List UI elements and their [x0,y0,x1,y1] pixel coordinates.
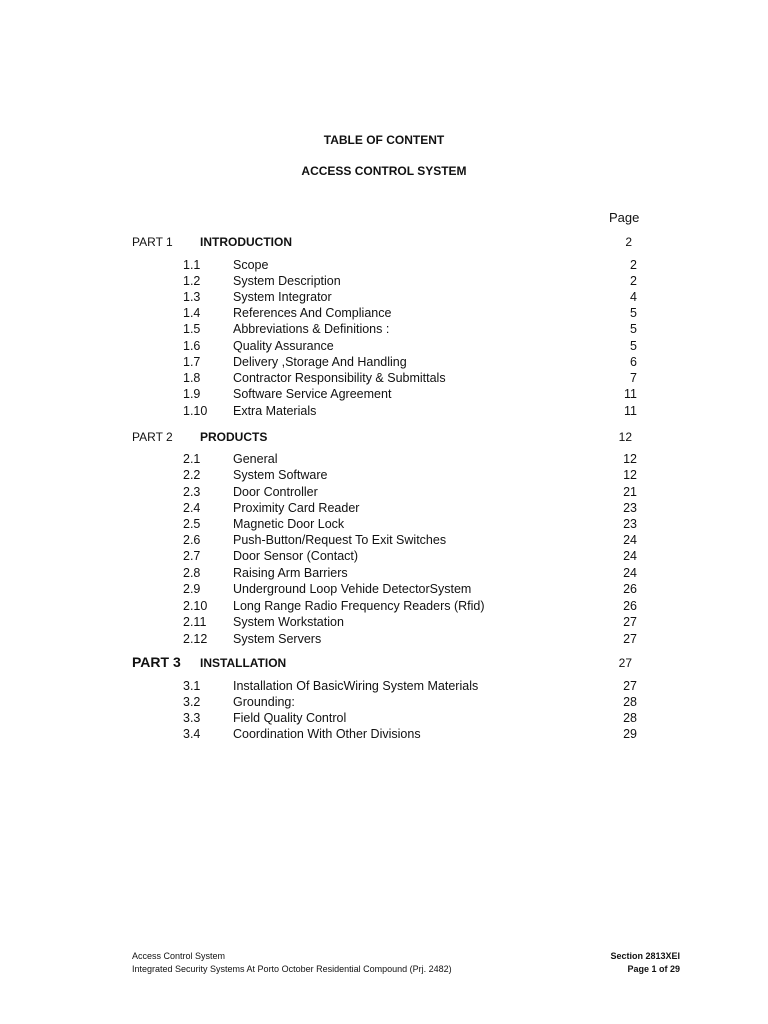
toc-item [183,339,637,355]
item-title: Delivery ,Storage And Handling [233,355,407,369]
item-number: 1.1 [183,258,201,272]
item-title: Coordination With Other Divisions [233,727,421,741]
item-title: Door Controller [233,485,318,499]
item-title: Abbreviations & Definitions : [233,322,390,336]
item-title: General [233,452,278,466]
part-name: INSTALLATION [200,656,287,670]
footer-document-title: Access Control System [132,951,226,961]
item-number: 3.3 [183,711,201,725]
toc-item [183,306,637,322]
item-page: 11 [624,404,637,418]
item-number: 2.1 [183,452,201,466]
item-page: 12 [623,468,637,482]
item-page: 26 [623,599,637,613]
item-page: 28 [623,695,637,709]
item-number: 1.6 [183,339,201,353]
item-number: 2.6 [183,533,201,547]
toc-item [183,452,637,468]
item-number: 2.4 [183,501,201,515]
item-number: 2.9 [183,582,201,596]
item-title: Raising Arm Barriers [233,566,348,580]
item-page: 2 [630,274,637,288]
item-page: 23 [623,517,637,531]
toc-item [183,727,637,743]
item-title: Proximity Card Reader [233,501,360,515]
item-number: 1.2 [183,274,201,288]
toc-item [183,371,637,387]
item-page: 23 [623,501,637,515]
page-column-label: Page [609,210,640,225]
toc-item [183,632,637,648]
item-page: 27 [623,615,637,629]
item-title: Magnetic Door Lock [233,517,345,531]
part-name: PRODUCTS [200,430,268,444]
toc-item [183,501,637,517]
item-page: 6 [630,355,637,369]
toc-item [183,695,637,711]
page-footer-right [610,950,680,976]
item-number: 2.12 [183,632,208,646]
item-number: 2.3 [183,485,201,499]
part-heading [132,430,636,446]
item-number: 2.8 [183,566,201,580]
toc-item [183,615,637,631]
item-page: 29 [623,727,637,741]
item-title: Door Sensor (Contact) [233,549,359,563]
toc-item [183,566,637,582]
item-title: Quality Assurance [233,339,334,353]
item-page: 4 [630,290,637,304]
item-title: System Description [233,274,341,288]
part-label: PART 1 [132,235,173,249]
item-number: 1.5 [183,322,201,336]
toc-subtitle: ACCESS CONTROL SYSTEM [301,164,467,178]
item-title: Contractor Responsibility & Submittals [233,371,446,385]
item-number: 3.4 [183,727,201,741]
item-title: System Software [233,468,328,482]
part-heading [132,656,636,672]
toc-item [183,711,637,727]
item-number: 2.5 [183,517,201,531]
part-page: 27 [618,656,632,670]
item-page: 21 [623,485,637,499]
item-number: 2.2 [183,468,201,482]
item-title: Long Range Radio Frequency Readers (Rfid) [233,599,485,613]
toc-item [183,322,637,338]
item-number: 1.4 [183,306,201,320]
toc-item [183,274,637,290]
item-number: 1.10 [183,404,208,418]
item-page: 5 [630,339,637,353]
item-title: Extra Materials [233,404,317,418]
item-number: 2.11 [183,615,207,629]
item-title: System Integrator [233,290,332,304]
item-page: 5 [630,306,637,320]
item-page: 5 [630,322,637,336]
item-number: 1.8 [183,371,201,385]
toc-item [183,355,637,371]
item-title: Push-Button/Request To Exit Switches [233,533,447,547]
item-title: System Workstation [233,615,344,629]
part-heading [132,235,636,251]
footer-project-name: Integrated Security Systems At Porto October Residential Compound (Prj. 2482) [132,964,452,974]
toc-title: TABLE OF CONTENT [323,133,445,147]
item-number: 2.7 [183,549,201,563]
item-title: Field Quality Control [233,711,347,725]
toc-item [183,404,637,420]
toc-item [183,485,637,501]
toc-item [183,599,637,615]
item-page: 7 [630,371,637,385]
item-page: 27 [623,632,637,646]
item-number: 3.1 [183,679,201,693]
part-label: PART 3 [132,654,181,670]
toc-item [183,387,637,403]
toc-item [183,679,637,695]
part-page: 2 [625,235,632,249]
toc-item [183,549,637,565]
item-number: 3.2 [183,695,201,709]
page-footer-left [132,950,452,976]
toc-item [183,517,637,533]
item-title: Grounding: [233,695,295,709]
footer-page-number: Page 1 of 29 [627,964,680,974]
item-title: References And Compliance [233,306,392,320]
toc-item [183,258,637,274]
item-page: 12 [623,452,637,466]
item-page: 24 [623,566,637,580]
item-page: 24 [623,549,637,563]
item-number: 2.10 [183,599,208,613]
toc-item [183,582,637,598]
item-page: 26 [623,582,637,596]
toc-item [183,468,637,484]
footer-section-number: Section 2813XEI [610,951,680,961]
item-number: 1.9 [183,387,201,401]
item-title: System Servers [233,632,322,646]
item-title: Installation Of BasicWiring System Materials [233,679,479,693]
item-page: 24 [623,533,637,547]
item-title: Underground Loop Vehide DetectorSystem [233,582,472,596]
item-number: 1.3 [183,290,201,304]
item-title: Scope [233,258,269,272]
part-name: INTRODUCTION [200,235,292,249]
item-title: Software Service Agreement [233,387,392,401]
part-page: 12 [618,430,632,444]
item-page: 28 [623,711,637,725]
item-page: 27 [623,679,637,693]
item-number: 1.7 [183,355,201,369]
part-label: PART 2 [132,430,173,444]
item-page: 11 [624,387,637,401]
item-page: 2 [630,258,637,272]
toc-item [183,533,637,549]
toc-item [183,290,637,306]
